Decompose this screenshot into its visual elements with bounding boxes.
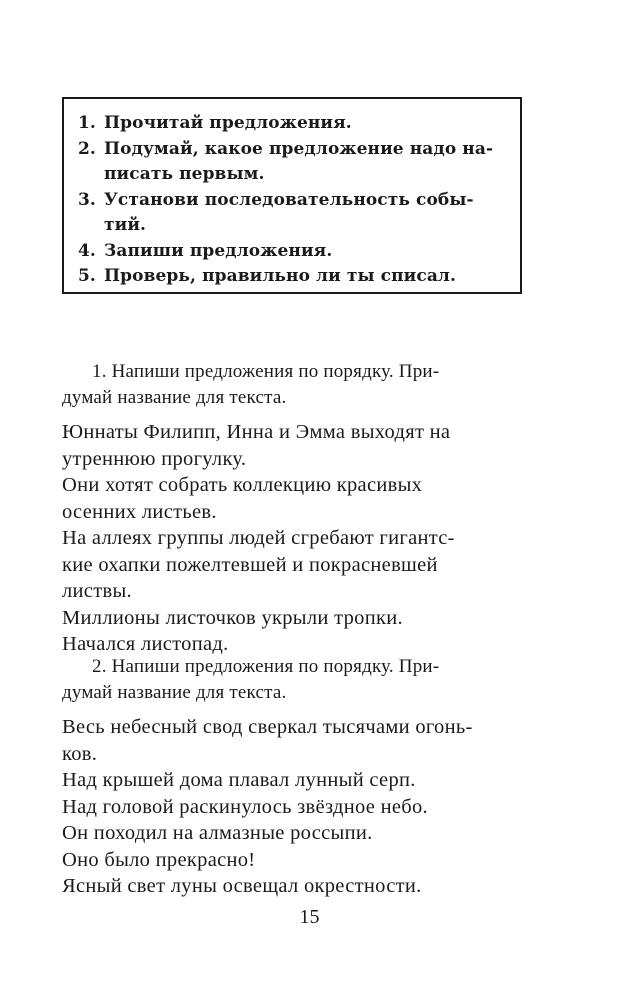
rule-line: Проверь, правильно ли ты списал. xyxy=(104,266,457,286)
sentence-line: листвы. xyxy=(62,580,132,602)
rule-line: Установи последовательность собы- xyxy=(104,189,474,210)
rule-line: Прочитай предложения. xyxy=(104,113,352,133)
rule-line: писать первым. xyxy=(104,164,265,184)
sentence-line: Ясный свет луны освещал окрестности. xyxy=(62,875,422,897)
rule-text xyxy=(104,264,510,290)
rule-item xyxy=(78,264,510,290)
prompt-line: 2. Напиши предложения по порядку. При- xyxy=(92,656,440,677)
rule-number: 4. xyxy=(78,240,96,261)
sentence-line: осенних листьев. xyxy=(62,500,217,523)
prompt-line: думай название для текста. xyxy=(62,387,287,408)
rule-number: 1. xyxy=(78,113,96,133)
rules-box xyxy=(62,97,522,294)
prompt-line: думай название для текста. xyxy=(62,682,287,703)
exercise-1 xyxy=(62,359,532,658)
exercise-sentences xyxy=(62,419,532,658)
sentence-line: Юннаты Филипп, Инна и Эмма выходят на xyxy=(62,421,451,443)
page-number: 15 xyxy=(299,906,320,928)
sentence-line: Он походил на алмазные россыпи. xyxy=(62,822,373,844)
sentence-line: Миллионы листочков укрыли тропки. xyxy=(62,606,403,629)
rules-list xyxy=(78,111,510,290)
sentence-line: Над головой раскинулось звёздное небо. xyxy=(62,795,428,818)
rule-item xyxy=(78,137,510,188)
exercise-prompt xyxy=(62,359,532,411)
sentence-line: Над крышей дома плавал лунный серп. xyxy=(62,769,416,791)
sentence-line: Весь небесный свод сверкал тысячами огонь- xyxy=(62,716,473,738)
rule-line: Подумай, какое предложение надо на- xyxy=(104,138,494,159)
prompt-line: 1. Напиши предложения по порядку. При- xyxy=(92,361,440,382)
rule-line: Запиши предложения. xyxy=(104,240,333,261)
sentence-line: кие охапки пожелтевшей и покрасневшей xyxy=(62,553,438,576)
rule-item xyxy=(78,188,510,239)
rule-number: 2. xyxy=(78,138,96,159)
rule-number: 5. xyxy=(78,266,96,286)
rule-line: тий. xyxy=(104,215,147,235)
exercise-sentences xyxy=(62,714,532,900)
rule-item xyxy=(78,111,510,137)
sentence-line: ков. xyxy=(62,742,98,765)
sentence-line: Начался листопад. xyxy=(62,633,229,655)
rule-text xyxy=(104,188,510,239)
sentence-line: На аллеях группы людей сгребают гигантс- xyxy=(62,527,455,549)
rule-text xyxy=(104,111,510,137)
rule-item xyxy=(78,239,510,265)
rule-text xyxy=(104,137,510,188)
exercise-prompt xyxy=(62,654,532,706)
sentence-line: утреннюю прогулку. xyxy=(62,447,247,470)
rule-number: 3. xyxy=(78,189,96,210)
sentence-line: Оно было прекрасно! xyxy=(62,848,256,871)
exercise-2 xyxy=(62,654,532,900)
rule-text xyxy=(104,239,510,265)
sentence-line: Они хотят собрать коллекцию красивых xyxy=(62,474,423,496)
